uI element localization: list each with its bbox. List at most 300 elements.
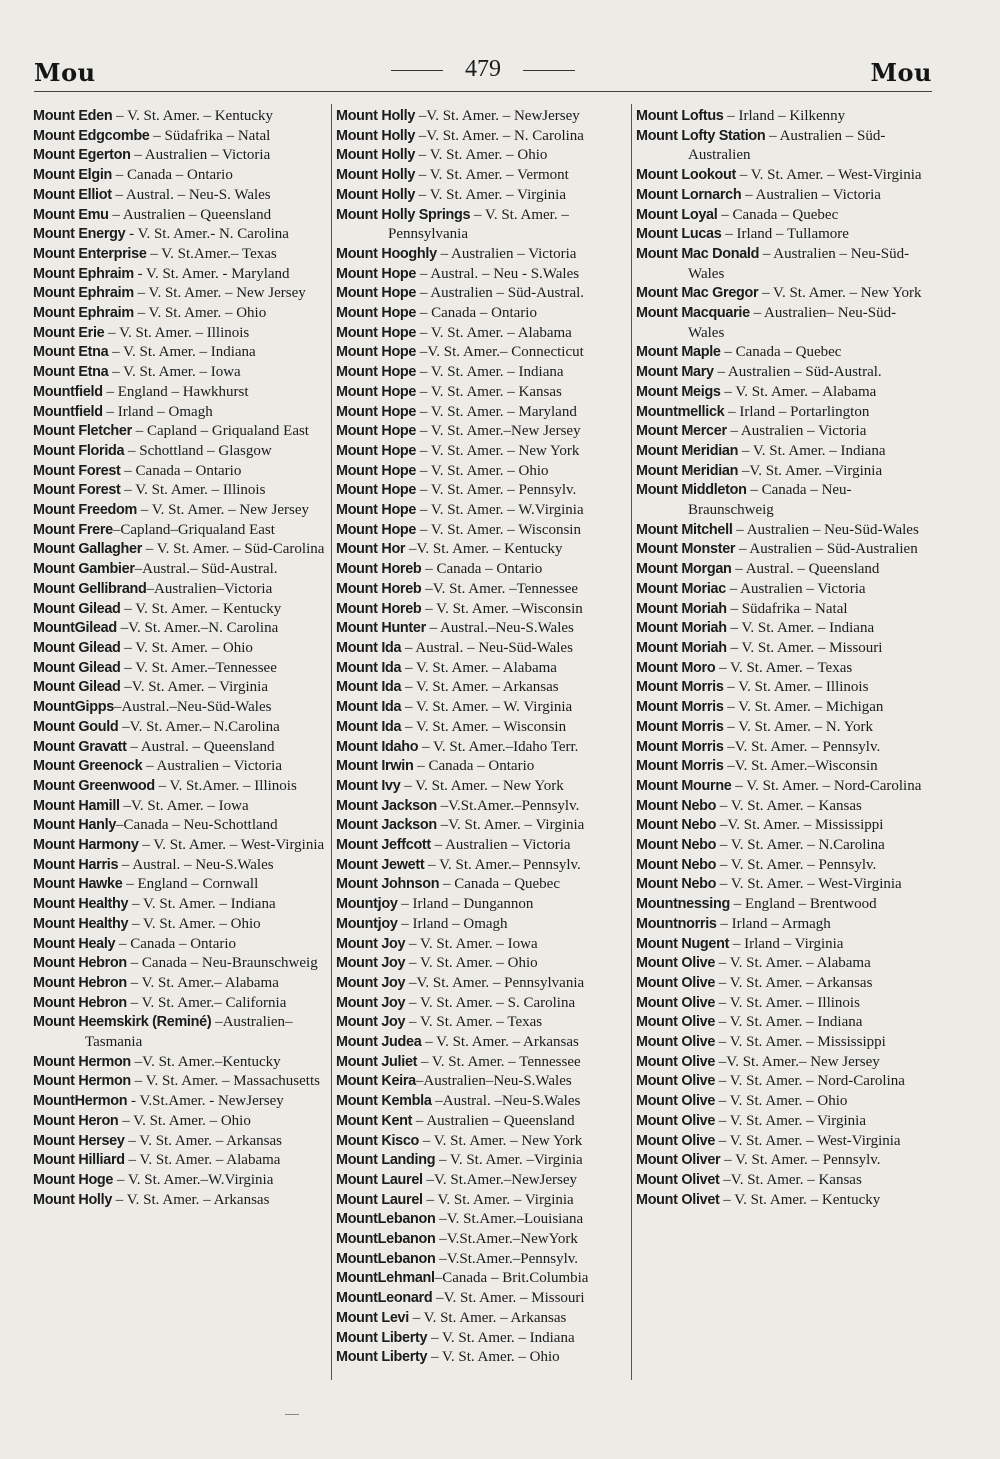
gazetteer-entry: [33, 659, 325, 679]
place-location: – V. St. Amer. – Texas: [405, 1014, 543, 1031]
place-name: Mount Nebo: [636, 817, 717, 834]
place-location: –Australien–Victoria: [146, 580, 273, 597]
gazetteer-entry: [636, 678, 932, 698]
gazetteer-entry: [33, 797, 325, 817]
place-name: Mount Ephraim: [33, 265, 134, 282]
place-location: – V. St. Amer. – New York: [400, 777, 564, 794]
place-name: Mount Hunter: [336, 620, 426, 637]
place-name: Mountjoy: [336, 896, 398, 913]
place-name: Mount Mitchell: [636, 521, 733, 538]
gazetteer-entry: [336, 422, 628, 442]
place-location: –Austral.– Süd-Austral.: [134, 561, 278, 578]
place-location: – V. St. Amer. – Ohio: [405, 955, 538, 972]
place-location: –V. St. Amer.–N. Carolina: [116, 620, 279, 637]
place-location: –V. St. Amer. – Pennsylvania: [405, 974, 585, 991]
gazetteer-entry: [336, 1210, 628, 1230]
place-location: – Canada – Ontario: [416, 305, 537, 322]
gazetteer-entry: [33, 166, 325, 186]
place-name: Mount Gallagher: [33, 541, 143, 558]
place-name: Mount Jackson: [336, 817, 437, 834]
place-name: Mount Forest: [33, 462, 121, 479]
gazetteer-entry: [33, 600, 325, 620]
place-location: – V. St. Amer. – New Jersey: [137, 502, 309, 519]
place-location: – Austral. – Queensland: [731, 561, 880, 578]
place-location: – Irland – Omagh: [102, 403, 213, 420]
gazetteer-entry: [336, 895, 628, 915]
place-name: Mount Kisco: [336, 1132, 420, 1149]
place-name: Mount Heemskirk (Reminé): [33, 1014, 212, 1031]
place-location: – England – Cornwall: [122, 876, 259, 893]
place-location: –V. St. Amer. – Mississippi: [716, 817, 884, 834]
gazetteer-entry: [636, 383, 932, 403]
gazetteer-entry: [336, 1230, 628, 1250]
gazetteer-entry: [336, 816, 628, 836]
place-name: Mount Hope: [336, 502, 417, 519]
place-location: – Canada – Quebec: [717, 206, 839, 223]
place-location: – V. St. Amer. – Alabama: [416, 324, 572, 341]
place-location: – V. St. Amer. – N.Carolina: [716, 837, 885, 854]
place-location: – Australien– Neu-Süd-Wales: [688, 305, 897, 341]
gazetteer-entry: [636, 954, 932, 974]
gazetteer-entry: [336, 206, 628, 245]
place-location: – Austral. – Neu - S.Wales: [416, 265, 580, 282]
place-name: Mount Heron: [33, 1112, 119, 1129]
gazetteer-entry: [33, 245, 325, 265]
gazetteer-entry: [336, 1289, 628, 1309]
place-location: – V. St. Amer. – New York: [758, 285, 922, 302]
gazetteer-entry: [336, 501, 628, 521]
place-location: – Australien – Queensland: [412, 1112, 575, 1129]
gazetteer-entry: [336, 1269, 628, 1289]
place-name: Mount Hope: [336, 265, 417, 282]
place-name: Mount Holly: [336, 186, 416, 203]
gazetteer-entry: [336, 127, 628, 147]
place-location: – V. St. Amer. – New York: [419, 1132, 583, 1149]
gazetteer-entry: [336, 343, 628, 363]
place-name: Mount Nebo: [636, 797, 717, 814]
place-location: – V. St. Amer. – N. York: [723, 718, 874, 735]
place-location: – V. St. Amer. – Kentucky: [112, 108, 274, 124]
place-name: Mount Gravatt: [33, 738, 127, 755]
place-location: – V. St. Amer. – Ohio: [416, 462, 549, 479]
place-location: – V. St. Amer. – Arkansas: [124, 1132, 282, 1149]
place-name: Mount Olivet: [636, 1171, 720, 1188]
place-name: Mount Moriah: [636, 639, 727, 656]
place-name: Mount Morgan: [636, 561, 732, 578]
place-location: – Canada – Ontario: [112, 167, 233, 184]
place-name: Mount Nebo: [636, 837, 717, 854]
place-location: – V. St. Amer. – Pennsylv.: [720, 1152, 881, 1169]
gazetteer-entry: [33, 225, 325, 245]
place-name: Mount Olive: [636, 994, 716, 1011]
place-location: – V. St. Amer. – West-Virginia: [716, 876, 902, 893]
place-location: – V. St. Amer. – Massachusetts: [130, 1073, 320, 1090]
page-number-block: [34, 56, 932, 83]
place-name: MountGilead: [33, 620, 117, 637]
place-location: – Canada – Neu-Braunschweig: [126, 955, 318, 972]
place-name: Mount Olive: [636, 974, 716, 991]
place-name: Mount Judea: [336, 1034, 422, 1051]
place-name: Mount Olive: [636, 1132, 716, 1149]
place-location: – V. St. Amer. –Wisconsin: [421, 600, 583, 617]
place-location: – V. St. Amer. – Pennsylv.: [416, 482, 577, 499]
place-location: – V. St. Amer. – Arkansas: [401, 679, 559, 696]
place-location: – V. St. Amer. – W.Virginia: [416, 502, 584, 519]
place-location: – V. St. Amer. – Nord-Carolina: [731, 777, 922, 794]
place-name: Mount Oliver: [636, 1152, 721, 1169]
gazetteer-entry: [636, 994, 932, 1014]
gazetteer-entry: [336, 797, 628, 817]
place-name: Mount Ida: [336, 699, 402, 716]
header-dash-right: [523, 70, 575, 71]
place-name: Mount Meridian: [636, 462, 739, 479]
gazetteer-entry: [636, 1151, 932, 1171]
gazetteer-entry: [336, 600, 628, 620]
gazetteer-entry: [33, 895, 325, 915]
gazetteer-entry: [636, 698, 932, 718]
place-location: – Canada – Ontario: [421, 561, 543, 578]
place-location: – V. St. Amer. – Indiana: [738, 442, 886, 459]
place-location: – V. St. Amer. – Mississippi: [715, 1034, 886, 1051]
place-name: Mount Idaho: [336, 738, 419, 755]
place-name: Mount Juliet: [336, 1053, 418, 1070]
place-name: Mount Hersey: [33, 1132, 125, 1149]
header-dash-left: [391, 70, 443, 71]
place-location: – V. St. Amer. – Ohio: [120, 639, 253, 656]
gazetteer-entry: [636, 560, 932, 580]
gazetteer-entry: [33, 186, 325, 206]
place-location: – V. St. Amer. – Maryland: [416, 403, 577, 420]
gazetteer-entry: [336, 619, 628, 639]
place-location: – V. St. Amer. – Arkansas: [715, 974, 873, 991]
gazetteer-entry: [336, 954, 628, 974]
place-name: Mountfield: [33, 383, 103, 400]
place-name: Mountnorris: [636, 915, 717, 932]
place-location: – V. St. Amer. – Illinois: [723, 679, 869, 696]
place-location: –V. St. Amer. – Kansas: [719, 1171, 862, 1188]
place-name: Mount Loftus: [636, 108, 724, 124]
place-location: – Australien – Queensland: [108, 206, 272, 223]
place-name: Mount Erie: [33, 324, 105, 341]
place-name: Mount Elliot: [33, 186, 112, 203]
place-name: Mount Ephraim: [33, 285, 134, 302]
place-name: Mount Hope: [336, 285, 417, 302]
place-name: Mount Liberty: [336, 1329, 428, 1346]
gazetteer-entry: [33, 718, 325, 738]
place-name: Mount Jackson: [336, 797, 437, 814]
place-name: Mount Nebo: [636, 856, 717, 873]
place-location: – Canada – Ontario: [413, 758, 535, 775]
gazetteer-entry: [336, 1329, 628, 1349]
place-location: – V. St. Amer. – Kansas: [416, 383, 562, 400]
gazetteer-entry: [636, 343, 932, 363]
place-name: MountGipps: [33, 699, 114, 716]
gazetteer-entry: [336, 1348, 628, 1368]
place-name: Mount Joy: [336, 1014, 406, 1031]
place-location: – V. St.Amer.– Texas: [146, 245, 277, 262]
gazetteer-entry: [636, 304, 932, 343]
place-name: Mount Monster: [636, 541, 736, 558]
place-location: – V. St. Amer.– Alabama: [126, 974, 279, 991]
place-name: Mount Jeffcott: [336, 837, 431, 854]
header-rule: [34, 91, 932, 92]
gazetteer-entry: [636, 1053, 932, 1073]
gazetteer-entry: [636, 245, 932, 284]
gazetteer-entry: [636, 1013, 932, 1033]
place-location: –V. St. Amer. – Virginia: [436, 817, 585, 834]
place-name: Mount Meridian: [636, 442, 739, 459]
place-name: Mount Healthy: [33, 896, 129, 913]
gazetteer-entry: [636, 875, 932, 895]
gazetteer-entry: [336, 935, 628, 955]
place-name: Mount Moriah: [636, 600, 727, 617]
gazetteer-entry: [636, 481, 932, 520]
place-location: – V. St. Amer.–Tennessee: [120, 659, 277, 676]
place-location: – V. St. Amer. – New York: [416, 442, 580, 459]
gazetteer-entry: [336, 1191, 628, 1211]
page-number: 479: [465, 56, 501, 82]
gazetteer-entry: [336, 462, 628, 482]
place-location: – V. St. Amer. – Missouri: [726, 639, 883, 656]
place-name: Mount Nugent: [636, 935, 730, 952]
gazetteer-entry: [636, 521, 932, 541]
place-location: – Australien – Süd-Austral.: [416, 285, 585, 302]
column-3: [636, 107, 932, 1210]
place-name: MountLeonard: [336, 1290, 433, 1307]
place-name: Mount Levi: [336, 1309, 409, 1326]
gazetteer-entry: [33, 915, 325, 935]
gazetteer-entry: [336, 1033, 628, 1053]
gazetteer-entry: [636, 1171, 932, 1191]
gazetteer-entry: [636, 915, 932, 935]
gazetteer-entry: [336, 915, 628, 935]
place-location: – V. St. Amer. – West-Virginia: [715, 1132, 901, 1149]
place-name: Mount Keira: [336, 1073, 416, 1090]
gazetteer-entry: [636, 186, 932, 206]
gazetteer-entry: [336, 166, 628, 186]
place-location: –V. St. Amer. – N. Carolina: [415, 127, 584, 144]
place-location: –Capland–Griqualand East: [112, 521, 275, 538]
gazetteer-entry: [636, 166, 932, 186]
gazetteer-entry: [636, 1033, 932, 1053]
place-name: Mount Holly Springs: [336, 206, 471, 223]
place-name: Mount Holly: [33, 1191, 113, 1208]
place-location: – Austral. – Neu-S.Wales: [118, 856, 274, 873]
place-name: Mount Ephraim: [33, 305, 134, 322]
place-name: Mount Lornarch: [636, 186, 742, 203]
gazetteer-entry: [636, 639, 932, 659]
place-location: – V. St. Amer. – Vermont: [415, 167, 569, 184]
gazetteer-entry: [33, 994, 325, 1014]
place-name: Mount Ida: [336, 659, 402, 676]
gazetteer-entry: [636, 422, 932, 442]
place-name: Mountmellick: [636, 403, 725, 420]
gazetteer-entry: [33, 1013, 325, 1052]
gazetteer-entry: [33, 777, 325, 797]
place-location: – V. St. Amer. –Virginia: [435, 1152, 583, 1169]
place-location: – V. St. Amer. – Iowa: [405, 935, 538, 952]
gazetteer-entry: [636, 540, 932, 560]
place-name: Mount Hoge: [33, 1171, 114, 1188]
gazetteer-entry: [33, 698, 325, 718]
gazetteer-entry: [636, 935, 932, 955]
gazetteer-entry: [336, 442, 628, 462]
place-location: – Canada – Neu-Braunschweig: [688, 482, 852, 519]
place-location: –V. St. Amer. – NewJersey: [415, 108, 580, 124]
place-location: – Canada – Quebec: [439, 876, 561, 893]
place-location: – V. St. Amer. – Virginia: [422, 1191, 574, 1208]
place-name: Mount Mac Gregor: [636, 285, 759, 302]
place-location: – Australien – Süd-Australien: [688, 127, 886, 164]
place-location: – V. St. Amer. – Arkansas: [408, 1309, 567, 1326]
gazetteer-entry: [33, 422, 325, 442]
gazetteer-entry: [33, 442, 325, 462]
place-name: Mount Moro: [636, 659, 716, 676]
place-location: – V. St. Amer. – Indiana: [726, 620, 875, 637]
place-location: – V. St. Amer. – Alabama: [124, 1152, 281, 1169]
place-name: MountLehmanl: [336, 1270, 435, 1287]
place-name: Mount Gilead: [33, 679, 121, 696]
gazetteer-entry: [336, 994, 628, 1014]
column-2: [336, 107, 628, 1368]
gazetteer-entry: [636, 1132, 932, 1152]
gazetteer-entry: [636, 836, 932, 856]
place-location: –V. St. Amer.–Kentucky: [130, 1053, 281, 1070]
place-name: Mountnessing: [636, 896, 730, 913]
place-name: Mount Lookout: [636, 167, 736, 184]
place-name: Mount Energy: [33, 226, 126, 243]
place-name: Mount Etna: [33, 344, 109, 361]
place-location: – Irland – Tullamore: [721, 226, 849, 243]
place-location: – V. St. Amer. – Kentucky: [719, 1191, 881, 1208]
gazetteer-entry: [636, 107, 932, 127]
gazetteer-entry: [636, 442, 932, 462]
place-location: – V. St. Amer. – Ohio: [128, 915, 261, 932]
place-name: Mount Hermon: [33, 1053, 131, 1070]
gazetteer-entry: [33, 304, 325, 324]
gazetteer-entry: [336, 284, 628, 304]
place-name: Mount Hope: [336, 305, 417, 322]
place-name: Mount Joy: [336, 974, 406, 991]
place-name: Mount Joy: [336, 935, 406, 952]
place-name: Mount Hope: [336, 364, 417, 381]
place-name: Mount Lucas: [636, 226, 722, 243]
gazetteer-entry: [636, 619, 932, 639]
gazetteer-entry: [336, 1309, 628, 1329]
gazetteer-entry: [336, 1053, 628, 1073]
place-name: Mount Freedom: [33, 502, 138, 519]
gazetteer-entry: [636, 363, 932, 383]
place-location: – Austral. – Queensland: [126, 738, 275, 755]
gazetteer-entry: [33, 383, 325, 403]
gazetteer-entry: [636, 1092, 932, 1112]
place-location: – V. St. Amer. – Tennessee: [417, 1053, 581, 1070]
place-name: Mount Hope: [336, 482, 417, 499]
place-location: –V. St. Amer. – Virginia: [120, 679, 268, 696]
gazetteer-entry: [636, 284, 932, 304]
place-name: Mount Olive: [636, 1034, 716, 1051]
gazetteer-entry: [636, 738, 932, 758]
place-location: –Austral.–Neu-Süd-Wales: [113, 699, 272, 716]
place-location: – Südafrika – Natal: [149, 127, 271, 144]
place-name: Mount Morris: [636, 718, 724, 735]
place-location: – Irland – Dungannon: [397, 896, 534, 913]
gazetteer-entry: [33, 284, 325, 304]
place-name: Mount Joy: [336, 955, 406, 972]
place-location: – Australien – Neu-Süd-Wales: [688, 245, 910, 282]
place-name: Mount Healthy: [33, 915, 129, 932]
gazetteer-entry: [33, 343, 325, 363]
place-location: –V. St.Amer.–NewJersey: [422, 1171, 578, 1188]
gazetteer-entry: [636, 777, 932, 797]
place-name: Mount Emu: [33, 206, 109, 223]
place-location: – V. St. Amer. – Pennsylv.: [716, 856, 877, 873]
gazetteer-entry: [33, 836, 325, 856]
place-location: – Australien – Victoria: [741, 186, 881, 203]
place-location: – Australien – Süd-Australien: [735, 541, 918, 558]
place-location: – V. St. Amer. – Michigan: [723, 699, 884, 716]
gazetteer-entry: [636, 403, 932, 423]
place-location: –V. St. Amer.– Connecticut: [416, 344, 584, 361]
gazetteer-entry: [336, 1112, 628, 1132]
gazetteer-entry: [636, 206, 932, 226]
place-location: –V.St.Amer.–Pennsylv.: [436, 797, 580, 814]
place-location: –V. St. Amer.– N.Carolina: [118, 718, 280, 735]
gazetteer-entry: [636, 462, 932, 482]
place-location: – V. St. Amer. – Iowa: [108, 364, 241, 381]
place-name: Mount Gambier: [33, 561, 135, 578]
gazetteer-entry: [336, 107, 628, 127]
place-name: Mount Ida: [336, 718, 402, 735]
place-location: – V. St. Amer. – W. Virginia: [401, 699, 573, 716]
place-location: – Australien – Victoria: [436, 245, 577, 262]
place-location: – Südafrika – Natal: [726, 600, 848, 617]
place-location: – V. St. Amer. – Texas: [715, 659, 853, 676]
gazetteer-entry: [336, 757, 628, 777]
place-name: Mount Etna: [33, 364, 109, 381]
place-location: –Australien–Tasmania: [85, 1014, 293, 1051]
header-right-word: Mou: [870, 58, 932, 87]
gazetteer-entry: [336, 718, 628, 738]
gazetteer-entry: [336, 698, 628, 718]
place-name: Mount Hor: [336, 541, 406, 558]
gazetteer-entry: [33, 521, 325, 541]
gazetteer-entry: [336, 974, 628, 994]
place-name: Mount Hope: [336, 383, 417, 400]
gazetteer-entry: [336, 324, 628, 344]
place-name: Mount Healy: [33, 935, 116, 952]
place-location: - V. St. Amer. - Maryland: [133, 265, 290, 282]
place-name: Mount Edgcombe: [33, 127, 150, 144]
place-location: –V. St. Amer. – Kentucky: [405, 541, 563, 558]
place-name: Mount Egerton: [33, 147, 131, 164]
place-location: – V. St. Amer. – Süd-Carolina: [142, 541, 325, 558]
place-location: – Canada – Quebec: [720, 344, 842, 361]
place-name: Mount Hilliard: [33, 1152, 125, 1169]
gazetteer-entry: [636, 127, 932, 166]
gazetteer-entry: [33, 1112, 325, 1132]
place-name: Mount Nebo: [636, 876, 717, 893]
place-name: Mount Laurel: [336, 1171, 423, 1188]
place-name: MountLebanon: [336, 1250, 436, 1267]
place-name: Mountjoy: [336, 915, 398, 932]
gazetteer-entry: [33, 403, 325, 423]
place-location: –V. St. Amer. – Iowa: [119, 797, 249, 814]
place-location: – Australien – Victoria: [430, 837, 571, 854]
place-location: - V. St. Amer.- N. Carolina: [125, 226, 289, 243]
place-location: –V. St. Amer.–Wisconsin: [723, 758, 878, 775]
gazetteer-entry: [336, 560, 628, 580]
